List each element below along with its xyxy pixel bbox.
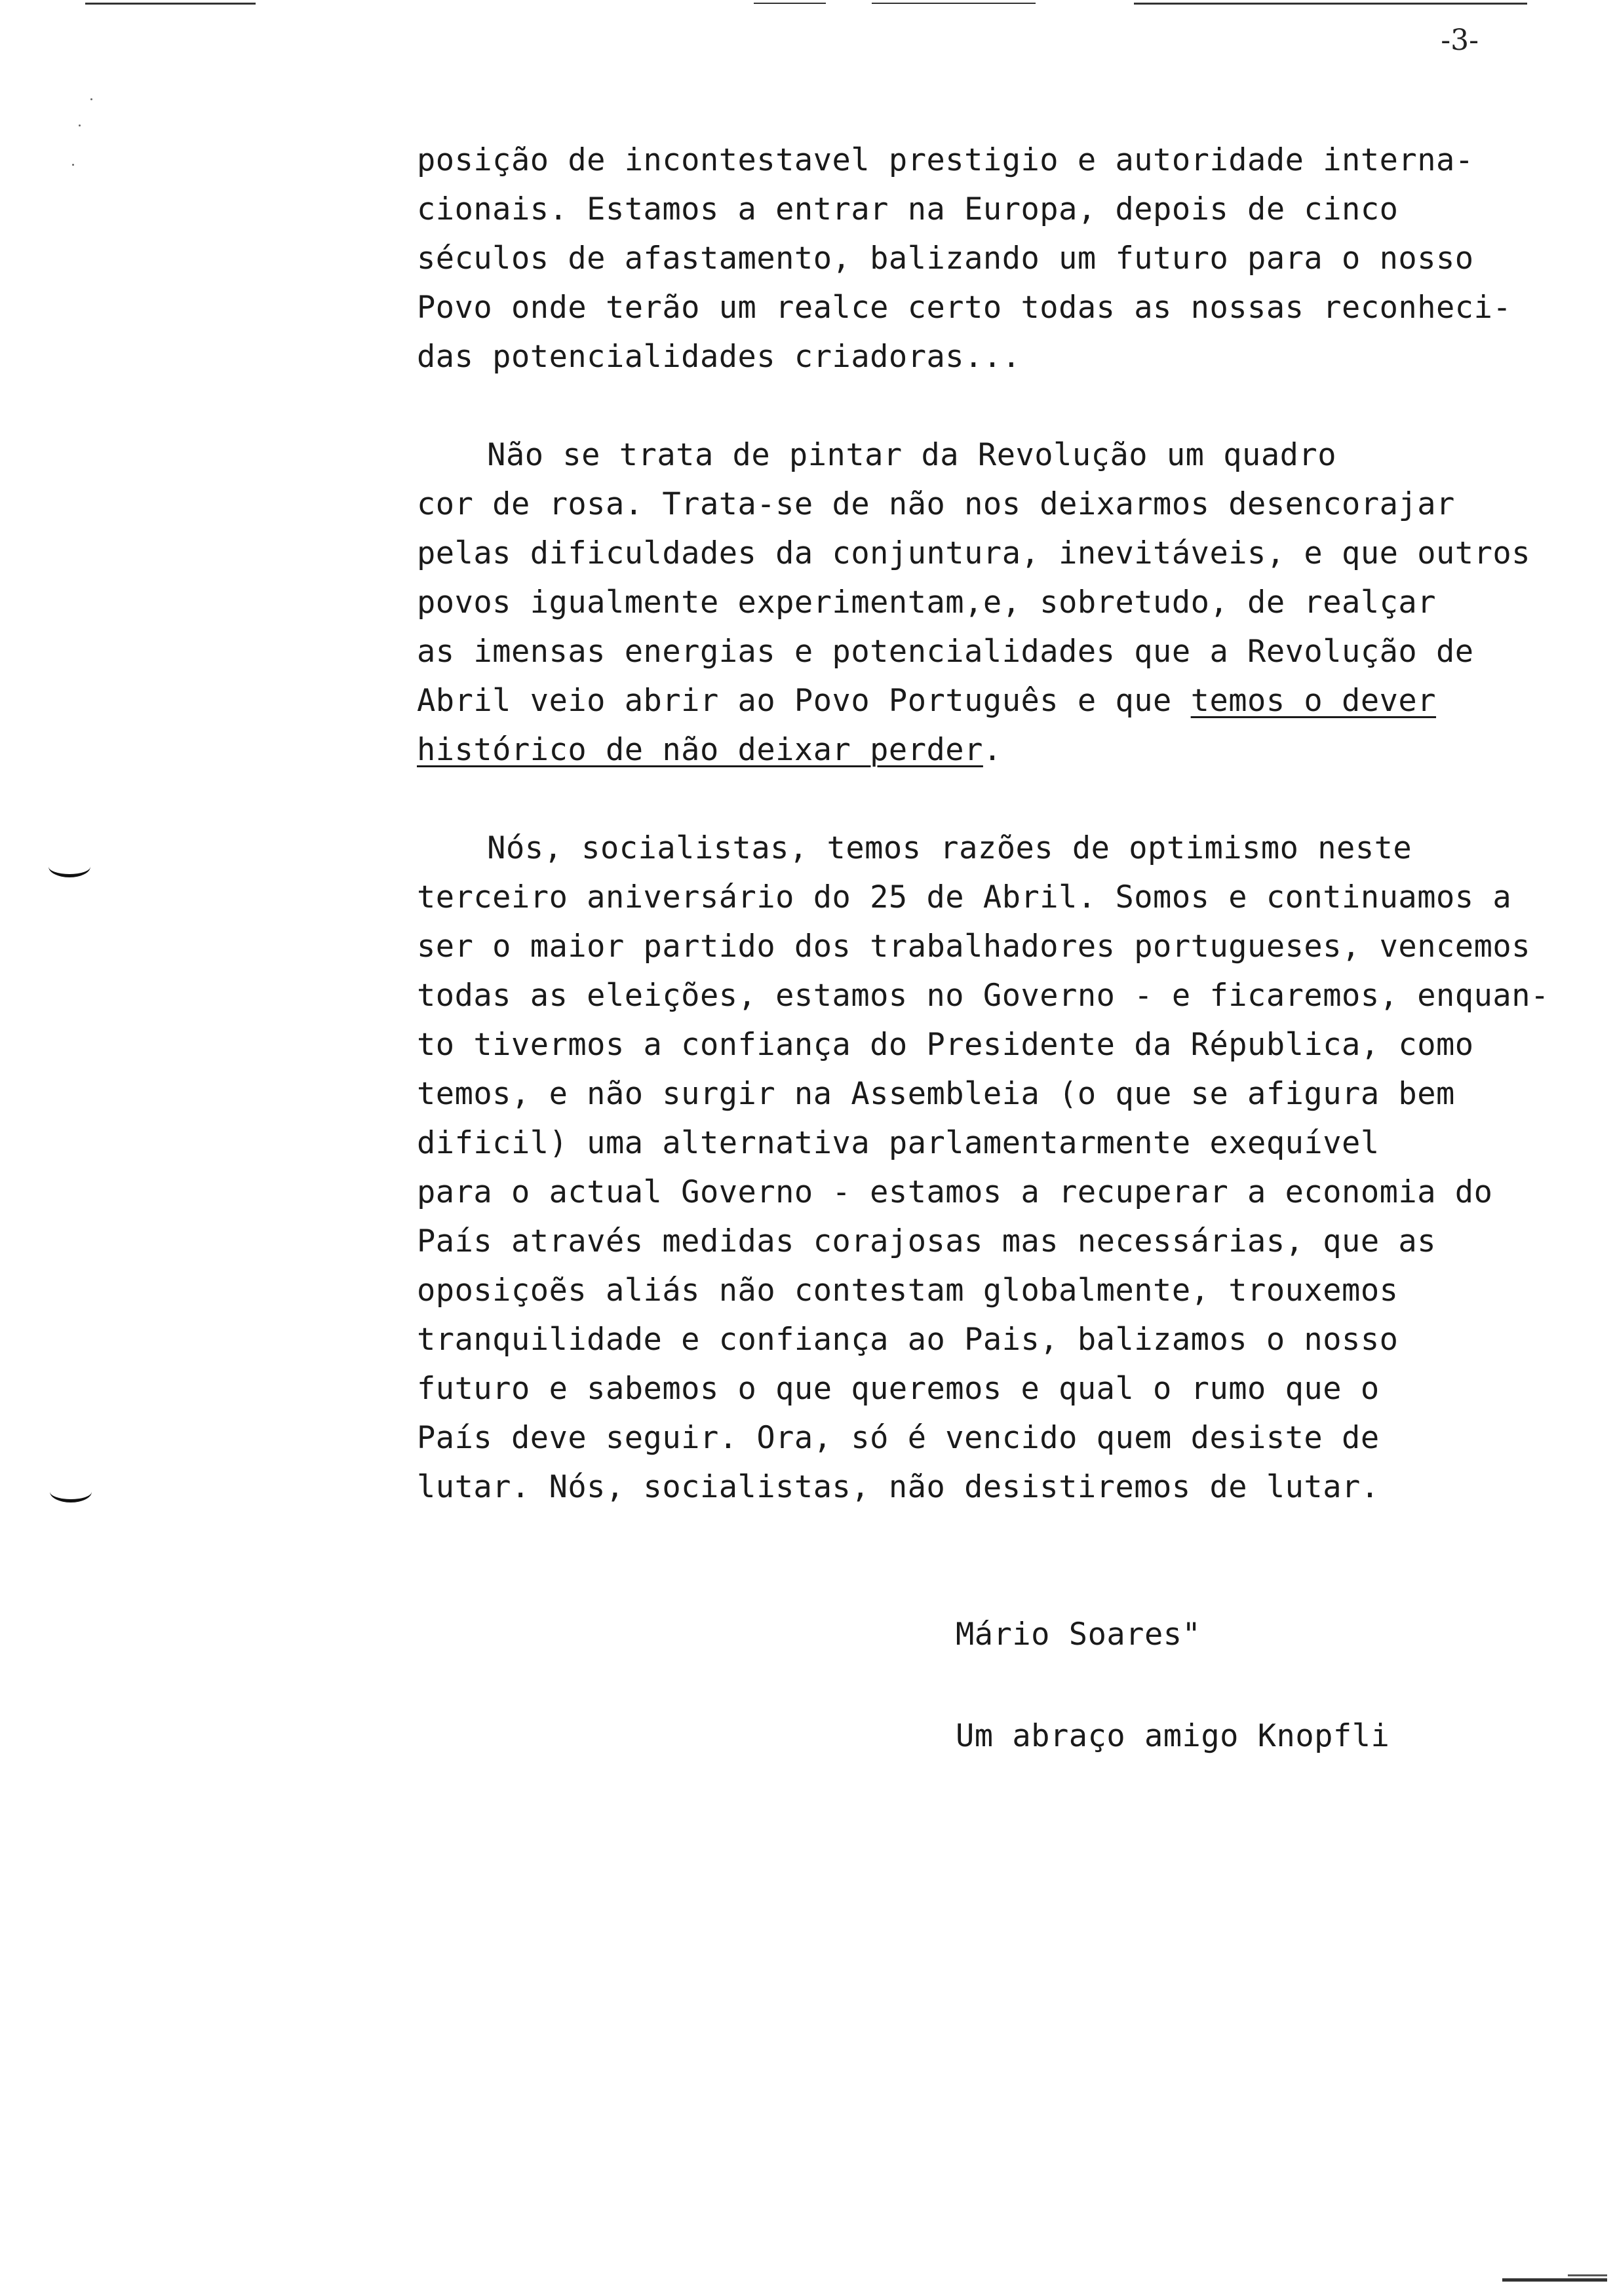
text-line (417, 681, 1436, 721)
text-line: para o actual Governo - estamos a recuperar a economia do (417, 1174, 1493, 1210)
top-rule (754, 3, 826, 4)
corner-mark (1502, 2278, 1607, 2282)
closing-line: Um abraço amigo Knopfli (956, 1718, 1390, 1754)
underlined-text: histórico de não deixar perder (417, 732, 983, 768)
text-line (417, 731, 1002, 770)
page-number: -3- (1441, 24, 1479, 57)
punch-hole-mark (50, 1481, 92, 1502)
corner-mark (1568, 2274, 1607, 2276)
margin-speck (72, 164, 74, 166)
text-line: Povo onde terão um realce certo todas as nossas reconheci- (417, 290, 1512, 326)
text-line: País através medidas corajosas mas necessárias, que as (417, 1223, 1437, 1259)
text-line: cor de rosa. Trata-se de não nos deixarmos desencorajar (417, 486, 1455, 522)
text-line: lutar. Nós, socialistas, não desistiremos de lutar. (417, 1469, 1380, 1505)
text-line: temos, e não surgir na Assembleia (o que se afigura bem (417, 1076, 1455, 1112)
text-line: to tivermos a confiança do Presidente da Républica, como (417, 1027, 1474, 1063)
text-line: as imensas energias e potencialidades que a Revolução de (417, 634, 1474, 670)
text-line: séculos de afastamento, balizando um futuro para o nosso (417, 240, 1474, 277)
text-line: País deve seguir. Ora, só é vencido quem desiste de (417, 1420, 1380, 1456)
text-line: povos igualmente experimentam,e, sobretudo, de realçar (417, 584, 1437, 621)
top-rule (1134, 3, 1527, 5)
text-line: tranquilidade e confiança ao Pais, balizamos o nosso (417, 1322, 1399, 1358)
text-line: Não se trata de pintar da Revolução um quadro (412, 437, 1337, 473)
text-line: terceiro aniversário do 25 de Abril. Somos e continuamos a (417, 879, 1512, 915)
top-rule (872, 3, 1036, 4)
top-rule (85, 3, 256, 5)
text-line: futuro e sabemos o que queremos e qual o rumo que o (417, 1371, 1380, 1407)
text-line: dificil) uma alternativa parlamentarmente exequível (417, 1125, 1380, 1161)
margin-speck (79, 124, 81, 126)
text-line: Nós, socialistas, temos razões de optimismo neste (412, 830, 1412, 866)
text-line: ser o maior partido dos trabalhadores portugueses, vencemos (417, 928, 1530, 965)
punch-hole-mark (49, 856, 90, 877)
text-line: oposiçoẽs aliás não contestam globalmente, trouxemos (417, 1272, 1399, 1309)
text-line: posição de incontestavel prestigio e autoridade interna- (417, 142, 1474, 178)
signature: Mário Soares" (956, 1617, 1201, 1653)
underlined-text: temos o dever (1190, 683, 1437, 719)
margin-speck (90, 98, 92, 100)
text-line: das potencialidades criadoras... (417, 339, 1021, 375)
text-line: todas as eleições, estamos no Governo - e ficaremos, enquan- (417, 978, 1549, 1014)
text-span: Abril veio abrir ao Povo Português e que (417, 683, 1191, 719)
text-span: . (983, 732, 1002, 768)
text-line: pelas dificuldades da conjuntura, inevitáveis, e que outros (417, 535, 1530, 571)
text-line: cionais. Estamos a entrar na Europa, depois de cinco (417, 191, 1399, 227)
